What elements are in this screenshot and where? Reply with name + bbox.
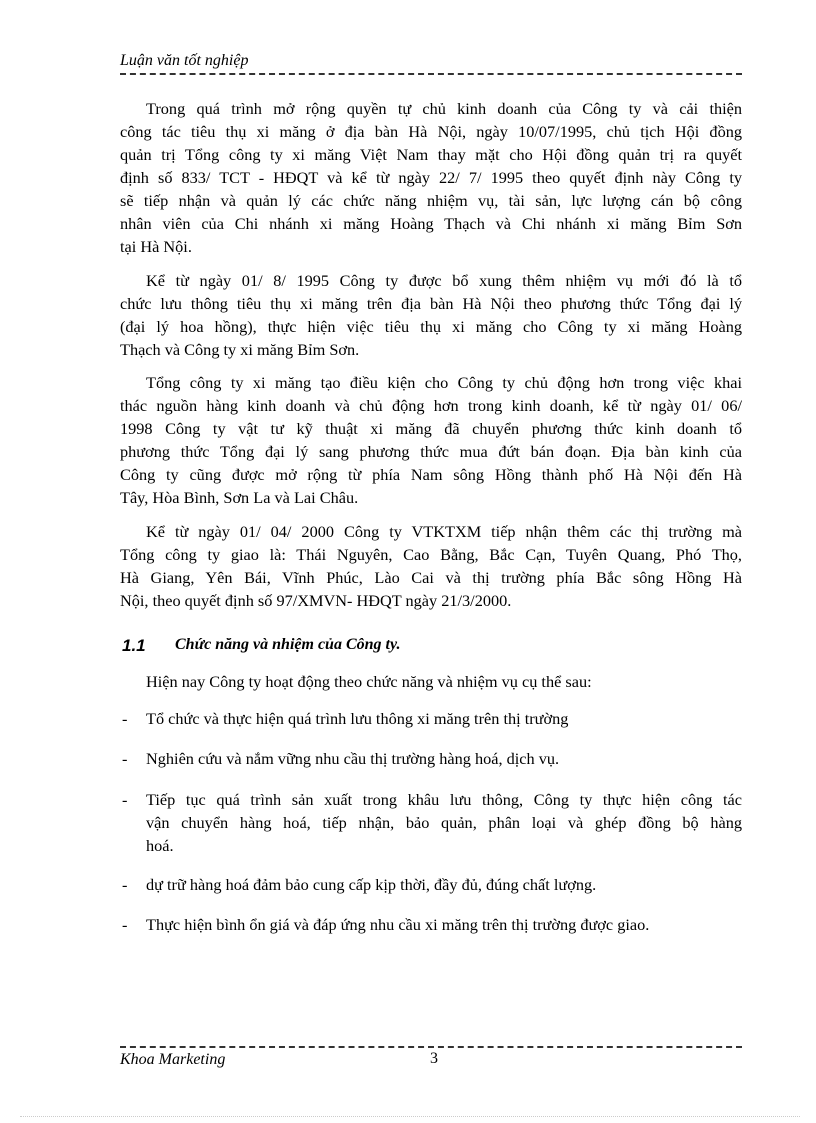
bullet-text <box>146 707 742 730</box>
text-line: sẽ tiếp nhận và quản lý các chức năng nhiệm vụ, tài sản, lực lượng cán bộ công <box>120 191 742 210</box>
text-line: Tổng công ty xi măng tạo điều kiện cho Công ty chủ động hơn trong việc khai <box>146 373 742 392</box>
text-line: Thạch và Công ty xi măng Bỉm Sơn. <box>120 340 360 359</box>
paragraph-3 <box>120 371 742 509</box>
text-line: Nghiên cứu và nắm vững nhu cầu thị trường hàng hoá, dịch vụ. <box>146 749 560 768</box>
section-title: Chức năng và nhiệm của Công ty. <box>175 636 401 653</box>
running-header: Luận văn tốt nghiệp <box>120 52 249 69</box>
text-line: nhân viên của Chi nhánh xi măng Hoàng Thạch và Chi nhánh xi măng Bỉm Sơn <box>120 214 742 233</box>
bullet-dash: - <box>122 790 128 809</box>
text-line: hoá. <box>146 836 174 855</box>
bullet-text <box>146 788 742 857</box>
text-line: Tây, Hòa Bình, Sơn La và Lai Châu. <box>120 488 359 507</box>
header-rule <box>120 73 742 75</box>
text-line: Trong quá trình mở rộng quyền tự chủ kinh doanh của Công ty và cải thiện <box>146 99 742 118</box>
text-line: công tác tiêu thụ xi măng ở địa bàn Hà Nội, ngày 10/07/1995, chủ tịch Hội đồng <box>120 122 742 141</box>
text-line: tại Hà Nội. <box>120 237 192 256</box>
text-line: (đại lý hoa hồng), thực hiện việc tiêu thụ xi măng cho Công ty xi măng Hoàng <box>120 317 742 336</box>
bullet-dash: - <box>122 915 128 934</box>
intro-text: Hiện nay Công ty hoạt động theo chức năng và nhiệm vụ cụ thể sau: <box>146 672 592 691</box>
paragraph-2 <box>120 269 742 361</box>
text-line: 1998 Công ty vật tư kỹ thuật xi măng đã chuyển phương thức kinh doanh tổ <box>120 419 742 438</box>
bullet-item <box>120 788 742 857</box>
text-line: Hà Giang, Yên Bái, Vĩnh Phúc, Lào Cai và thị trường phía Bắc sông Hồng Hà <box>120 568 742 587</box>
bullet-dash: - <box>122 875 128 894</box>
bullet-text <box>146 873 742 896</box>
bullet-item <box>120 873 742 896</box>
text-line: quản trị Tổng công ty xi măng Việt Nam thay mặt cho Hội đồng quản trị ra quyết <box>120 145 742 164</box>
text-line: Công ty cũng được mở rộng từ phía Nam sông Hồng thành phố Hà Nội đến Hà <box>120 465 742 484</box>
bullet-dash: - <box>122 749 128 768</box>
text-line: Nội, theo quyết định số 97/XMVN- HĐQT ngày 21/3/2000. <box>120 591 512 610</box>
bullet-text <box>146 913 742 936</box>
footer-rule <box>120 1046 742 1048</box>
paragraph-4 <box>120 520 742 612</box>
text-line: thác nguồn hàng kinh doanh và chủ động hơn trong kinh doanh, kể từ ngày 01/ 06/ <box>120 396 742 415</box>
paragraph-1 <box>120 97 742 258</box>
text-line: dự trữ hàng hoá đảm bảo cung cấp kịp thời, đầy đủ, đúng chất lượng. <box>146 875 597 894</box>
page-number: 3 <box>430 1050 438 1067</box>
bullet-item <box>120 707 742 730</box>
text-line: định số 833/ TCT - HĐQT và kể từ ngày 22/ 7/ 1995 theo quyết định này Công ty <box>120 168 742 187</box>
text-line: Tổ chức và thực hiện quá trình lưu thông xi măng trên thị trường <box>146 709 569 728</box>
bullet-dash: - <box>122 709 128 728</box>
footer-department: Khoa Marketing <box>120 1051 226 1068</box>
text-line: Tiếp tục quá trình sản xuất trong khâu lưu thông, Công ty thực hiện công tác <box>146 790 742 809</box>
section-number: 1.1 <box>122 636 146 655</box>
bullet-item <box>120 747 742 770</box>
text-line: Tổng công ty giao là: Thái Nguyên, Cao Bằng, Bắc Cạn, Tuyên Quang, Phó Thọ, <box>120 545 742 564</box>
text-line: Kể từ ngày 01/ 8/ 1995 Công ty được bổ xung thêm nhiệm vụ mới đó là tổ <box>146 271 742 290</box>
bullet-item <box>120 913 742 936</box>
bullet-text <box>146 747 742 770</box>
text-line: chức lưu thông tiêu thụ xi măng trên địa bàn Hà Nội theo phương thức Tổng đại lý <box>120 294 742 313</box>
text-line: Kể từ ngày 01/ 04/ 2000 Công ty VTKTXM tiếp nhận thêm các thị trường mà <box>146 522 742 541</box>
page-boundary <box>20 1116 800 1117</box>
text-line: phương thức Tổng đại lý sang phương thức mua đứt bán đoạn. Địa bàn kinh của <box>120 442 742 461</box>
text-line: vận chuyển hàng hoá, tiếp nhận, bảo quản, phân loại và ghép đồng bộ hàng <box>146 813 742 832</box>
text-line: Thực hiện bình ổn giá và đáp ứng nhu cầu xi măng trên thị trường được giao. <box>146 915 650 934</box>
